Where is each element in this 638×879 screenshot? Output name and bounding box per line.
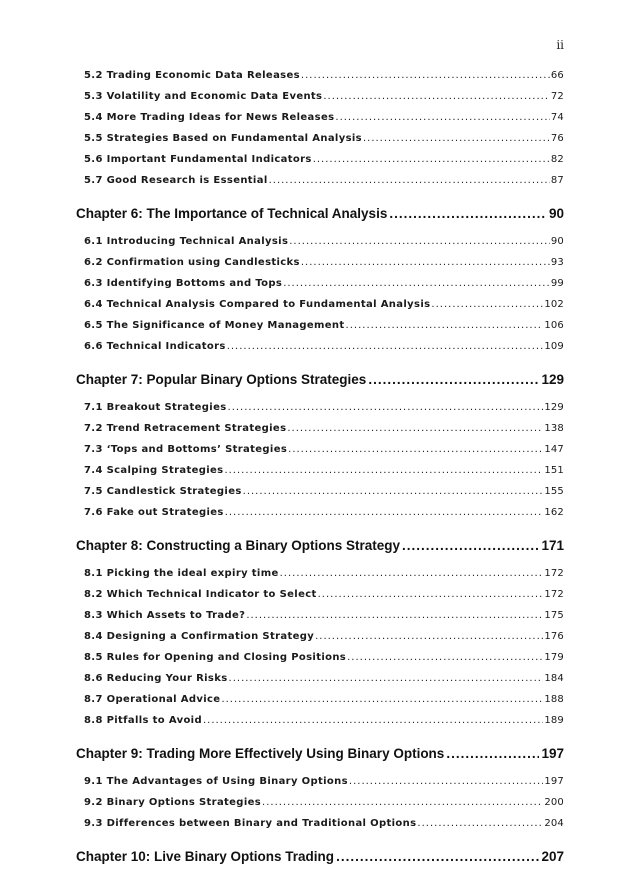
dot-leader <box>313 154 550 165</box>
dot-leader <box>289 236 550 247</box>
entry-title: 5.7 Good Research is Essential <box>84 175 268 186</box>
toc-entry[interactable] <box>76 652 564 673</box>
table-of-contents <box>76 70 564 879</box>
dot-leader <box>243 486 544 497</box>
toc-entry[interactable] <box>76 486 564 507</box>
entry-title: 8.4 Designing a Confirmation Strategy <box>84 631 315 642</box>
entry-title: 8.8 Pitfalls to Avoid <box>84 715 202 726</box>
dot-leader <box>301 257 550 268</box>
entry-title: 7.5 Candlestick Strategies <box>84 486 242 497</box>
dot-leader <box>227 341 544 352</box>
toc-entry[interactable] <box>76 341 564 362</box>
toc-entry[interactable] <box>76 154 564 175</box>
entry-title: 8.2 Which Technical Indicator to Select <box>84 589 317 600</box>
dot-leader <box>389 206 547 221</box>
dot-leader <box>224 465 543 476</box>
entry-title: 6.2 Confirmation using Candlesticks <box>84 257 300 268</box>
toc-entry[interactable] <box>76 257 564 278</box>
toc-entry[interactable] <box>76 91 564 112</box>
toc-entry[interactable] <box>76 610 564 631</box>
dot-leader <box>446 746 539 761</box>
toc-entry[interactable] <box>76 589 564 610</box>
toc-entry[interactable] <box>76 715 564 736</box>
toc-entry[interactable] <box>76 236 564 257</box>
entry-title: 8.1 Picking the ideal expiry time <box>84 568 279 579</box>
chapter-page-number: 197 <box>541 746 564 761</box>
dot-leader <box>203 715 543 726</box>
entry-page-number: 102 <box>544 299 564 310</box>
chapter-title: Chapter 6: The Importance of Technical Analysis <box>76 206 388 221</box>
chapter-heading[interactable] <box>76 849 564 873</box>
entry-page-number: 162 <box>544 507 564 518</box>
entry-page-number: 66 <box>550 70 564 81</box>
entry-page-number: 72 <box>550 91 564 102</box>
toc-entry[interactable] <box>76 673 564 694</box>
dot-leader <box>347 652 543 663</box>
chapter-page-number: 90 <box>548 206 564 221</box>
dot-leader <box>301 70 550 81</box>
entry-title: 7.6 Fake out Strategies <box>84 507 224 518</box>
entry-title: 6.6 Technical Indicators <box>84 341 226 352</box>
chapter-title: Chapter 9: Trading More Effectively Using Binary Options <box>76 746 445 761</box>
chapter-title: Chapter 10: Live Binary Options Trading <box>76 849 335 864</box>
dot-leader <box>318 589 544 600</box>
entry-title: 8.5 Rules for Opening and Closing Positions <box>84 652 347 663</box>
dot-leader <box>402 538 539 553</box>
toc-entry[interactable] <box>76 70 564 91</box>
dot-leader <box>349 776 543 787</box>
chapter-page-number: 129 <box>541 372 564 387</box>
entry-title: 8.6 Reducing Your Risks <box>84 673 228 684</box>
entry-page-number: 93 <box>550 257 564 268</box>
toc-entry[interactable] <box>76 112 564 133</box>
entry-page-number: 109 <box>544 341 564 352</box>
entry-page-number: 155 <box>544 486 564 497</box>
dot-leader <box>417 818 543 829</box>
entry-title: 9.1 The Advantages of Using Binary Options <box>84 776 348 787</box>
entry-title: 6.5 The Significance of Money Management <box>84 320 345 331</box>
toc-entry[interactable] <box>76 797 564 818</box>
toc-entry[interactable] <box>76 133 564 154</box>
entry-title: 6.3 Identifying Bottoms and Tops <box>84 278 283 289</box>
dot-leader <box>431 299 543 310</box>
entry-title: 8.3 Which Assets to Trade? <box>84 610 246 621</box>
toc-entry[interactable] <box>76 568 564 589</box>
dot-leader <box>228 402 544 413</box>
dot-leader <box>336 849 539 864</box>
entry-page-number: 179 <box>544 652 564 663</box>
toc-entry[interactable] <box>76 320 564 341</box>
toc-entry[interactable] <box>76 423 564 444</box>
dot-leader <box>246 610 543 621</box>
dot-leader <box>288 444 543 455</box>
toc-entry[interactable] <box>76 278 564 299</box>
entry-title: 5.3 Volatility and Economic Data Events <box>84 91 323 102</box>
entry-page-number: 74 <box>550 112 564 123</box>
entry-title: 6.4 Technical Analysis Compared to Fundamental Analysis <box>84 299 431 310</box>
dot-leader <box>315 631 543 642</box>
dot-leader <box>280 568 544 579</box>
entry-title: 5.6 Important Fundamental Indicators <box>84 154 312 165</box>
dot-leader <box>269 175 550 186</box>
dot-leader <box>346 320 544 331</box>
entry-page-number: 172 <box>544 568 564 579</box>
toc-entry[interactable] <box>76 694 564 715</box>
chapter-page-number: 171 <box>541 538 564 553</box>
entry-page-number: 204 <box>544 818 564 829</box>
entry-page-number: 90 <box>550 236 564 247</box>
toc-entry[interactable] <box>76 507 564 528</box>
toc-entry[interactable] <box>76 631 564 652</box>
chapter-title: Chapter 7: Popular Binary Options Strategies <box>76 372 367 387</box>
toc-entry[interactable] <box>76 776 564 797</box>
entry-title: 5.2 Trading Economic Data Releases <box>84 70 300 81</box>
entry-title: 7.4 Scalping Strategies <box>84 465 224 476</box>
toc-entry[interactable] <box>76 175 564 196</box>
dot-leader <box>262 797 543 808</box>
entry-title: 7.1 Breakout Strategies <box>84 402 227 413</box>
page-number: ii <box>556 38 564 52</box>
entry-title: 7.3 ‘Tops and Bottoms’ Strategies <box>84 444 288 455</box>
chapter-heading[interactable] <box>76 746 564 770</box>
entry-page-number: 151 <box>544 465 564 476</box>
entry-page-number: 138 <box>544 423 564 434</box>
entry-title: 9.3 Differences between Binary and Traditional Options <box>84 818 417 829</box>
entry-page-number: 147 <box>544 444 564 455</box>
entry-page-number: 175 <box>544 610 564 621</box>
entry-page-number: 184 <box>544 673 564 684</box>
entry-page-number: 87 <box>550 175 564 186</box>
entry-title: 5.5 Strategies Based on Fundamental Analysis <box>84 133 362 144</box>
toc-entry[interactable] <box>76 818 564 839</box>
entry-title: 6.1 Introducing Technical Analysis <box>84 236 289 247</box>
entry-page-number: 99 <box>550 278 564 289</box>
entry-page-number: 82 <box>550 154 564 165</box>
entry-page-number: 189 <box>544 715 564 726</box>
toc-entry[interactable] <box>76 402 564 423</box>
dot-leader <box>283 278 550 289</box>
dot-leader <box>368 372 539 387</box>
entry-page-number: 172 <box>544 589 564 600</box>
dot-leader <box>221 694 543 705</box>
chapter-page-number: 207 <box>541 849 564 864</box>
toc-entry[interactable] <box>76 465 564 486</box>
entry-page-number: 106 <box>544 320 564 331</box>
entry-title: 8.7 Operational Advice <box>84 694 221 705</box>
dot-leader <box>225 507 544 518</box>
toc-entry[interactable] <box>76 444 564 465</box>
entry-page-number: 76 <box>550 133 564 144</box>
dot-leader <box>229 673 544 684</box>
dot-leader <box>363 133 550 144</box>
chapter-heading[interactable] <box>76 206 564 230</box>
entry-page-number: 200 <box>544 797 564 808</box>
entry-title: 9.2 Binary Options Strategies <box>84 797 262 808</box>
chapter-heading[interactable] <box>76 538 564 562</box>
toc-entry[interactable] <box>76 299 564 320</box>
entry-page-number: 188 <box>544 694 564 705</box>
dot-leader <box>335 112 549 123</box>
entry-title: 5.4 More Trading Ideas for News Releases <box>84 112 335 123</box>
dot-leader <box>287 423 543 434</box>
entry-page-number: 197 <box>544 776 564 787</box>
chapter-title: Chapter 8: Constructing a Binary Options Strategy <box>76 538 401 553</box>
chapter-heading[interactable] <box>76 372 564 396</box>
entry-page-number: 129 <box>544 402 564 413</box>
dot-leader <box>323 91 550 102</box>
entry-title: 7.2 Trend Retracement Strategies <box>84 423 287 434</box>
entry-page-number: 176 <box>544 631 564 642</box>
